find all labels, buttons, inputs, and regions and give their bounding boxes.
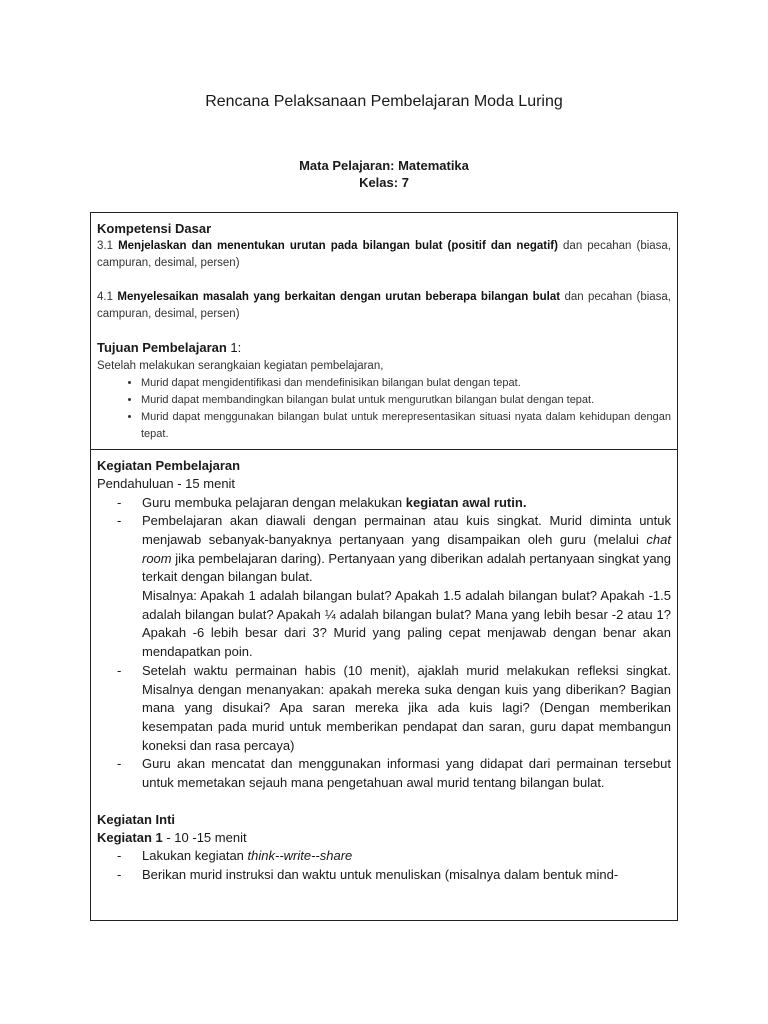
list-item bbox=[97, 847, 671, 866]
kegiatan-1-bold: Kegiatan 1 bbox=[97, 829, 163, 845]
lesson-plan-table bbox=[90, 212, 678, 921]
item-italic: chat room bbox=[142, 531, 671, 566]
activities-cell bbox=[91, 450, 677, 920]
kegiatan-1-duration: - 10 -15 menit bbox=[162, 829, 247, 845]
kd-item-bold: Menjelaskan dan menentukan urutan pada bilangan bulat (positif dan negatif) bbox=[118, 240, 558, 252]
tujuan-intro: Setelah melakukan serangkaian kegiatan pembelajaran, bbox=[97, 359, 384, 372]
item-text: Guru membuka pelajaran dengan melakukan bbox=[142, 494, 406, 510]
kd-item-bold: Menyelesaikan masalah yang berkaitan dengan urutan beberapa bilangan bulat bbox=[117, 291, 561, 303]
kd-item-rest: dan pecahan (biasa, campuran, desimal, persen) bbox=[97, 291, 672, 320]
kd-item-number: 3.1 bbox=[97, 240, 113, 252]
dash-bullet: - bbox=[117, 756, 122, 772]
item-text: Berikan murid instruksi dan waktu untuk menuliskan (misalnya dalam bentuk mind- bbox=[142, 866, 619, 882]
document-title: Rencana Pelaksanaan Pembelajaran Moda Luring bbox=[205, 93, 563, 110]
list-item bbox=[97, 866, 671, 885]
dash-bullet: - bbox=[117, 848, 122, 864]
item-text: jika pembelajaran daring). Pertanyaan yang diberikan adalah pertanyaan singkat yang terkait dengan bilangan bulat. bbox=[142, 550, 672, 585]
item-text: Setelah waktu permainan habis (10 menit), ajaklah murid melakukan refleksi singkat. Misalnya dengan menanyakan: apakah mereka suka dengan kuis yang diberikan? Bagian mana yang disukai? Apa saran mereka jika ada kuis lagi? (Dengan memberikan kesempatan pada murid untuk memberikan pendapat dan saran, guru dapat membangun koneksi dan rasa percaya) bbox=[142, 662, 671, 753]
dash-bullet: - bbox=[117, 494, 122, 510]
list-item bbox=[97, 512, 671, 662]
pendahuluan-label: Pendahuluan - 15 menit bbox=[97, 476, 236, 491]
list-item bbox=[97, 755, 671, 792]
pendahuluan-list bbox=[97, 494, 671, 793]
inti-heading: Kegiatan Inti bbox=[97, 811, 176, 827]
item-text: Guru akan mencatat dan menggunakan informasi yang didapat dari permainan tersebut untuk memetakan sejauh mana pengetahuan awal murid tentang bilangan bulat. bbox=[142, 756, 671, 791]
item-example: Misalnya: Apakah 1 adalah bilangan bulat? Apakah 1.5 adalah bilangan bulat? Apakah -1.5 adalah bilangan bulat? Apakah ¼ adalah bilangan bulat? Mana yang lebih besar -2 atau 1? Apakah -6 lebih besar dari 3? Murid yang paling cepat menjawab dengan benar akan mendapatkan poin. bbox=[142, 588, 671, 660]
dash-bullet: - bbox=[117, 513, 122, 529]
dash-bullet: - bbox=[117, 866, 122, 882]
list-item bbox=[97, 662, 671, 756]
kd-item-3-1 bbox=[97, 238, 671, 272]
tujuan-list bbox=[97, 375, 671, 443]
competency-cell bbox=[91, 213, 677, 450]
item-italic: think--write--share bbox=[247, 848, 353, 864]
dash-bullet: - bbox=[117, 662, 122, 678]
kd-item-number: 4.1 bbox=[97, 291, 113, 303]
kd-heading: Kompetensi Dasar bbox=[97, 221, 212, 236]
kegiatan-1-label bbox=[97, 829, 671, 848]
grade-line: Kelas: 7 bbox=[359, 175, 409, 190]
kegiatan-heading: Kegiatan Pembelajaran bbox=[97, 458, 241, 473]
subject-line: Mata Pelajaran: Matematika bbox=[299, 158, 469, 173]
subject-header bbox=[0, 157, 768, 191]
item-text: Pembelajaran akan diawali dengan permainan atau kuis singkat. Murid diminta untuk menjawab sebanyak-banyaknya pertanyaan yang disampaikan oleh guru (melalui bbox=[142, 513, 671, 547]
kd-item-4-1 bbox=[97, 289, 671, 323]
item-text: Lakukan kegiatan bbox=[142, 848, 248, 864]
list-item: • Murid dapat menggunakan bilangan bulat untuk merepresentasikan situasi nyata dalam kehidupan dengan tepat. bbox=[141, 409, 671, 443]
tujuan-heading-text: Tujuan Pembelajaran bbox=[97, 340, 227, 355]
tujuan-heading bbox=[97, 339, 671, 358]
list-item: • Murid dapat mengidentifikasi dan mendefinisikan bilangan bulat dengan tepat. bbox=[141, 375, 671, 392]
tujuan-heading-num: 1: bbox=[230, 340, 242, 355]
list-item: • Murid dapat membandingkan bilangan bulat untuk mengurutkan bilangan bulat dengan tepat. bbox=[141, 392, 671, 409]
item-bold: kegiatan awal rutin. bbox=[405, 494, 527, 510]
inti-list bbox=[97, 847, 671, 884]
kd-item-rest: dan pecahan (biasa, campuran, desimal, persen) bbox=[97, 240, 671, 269]
list-item bbox=[97, 494, 671, 513]
